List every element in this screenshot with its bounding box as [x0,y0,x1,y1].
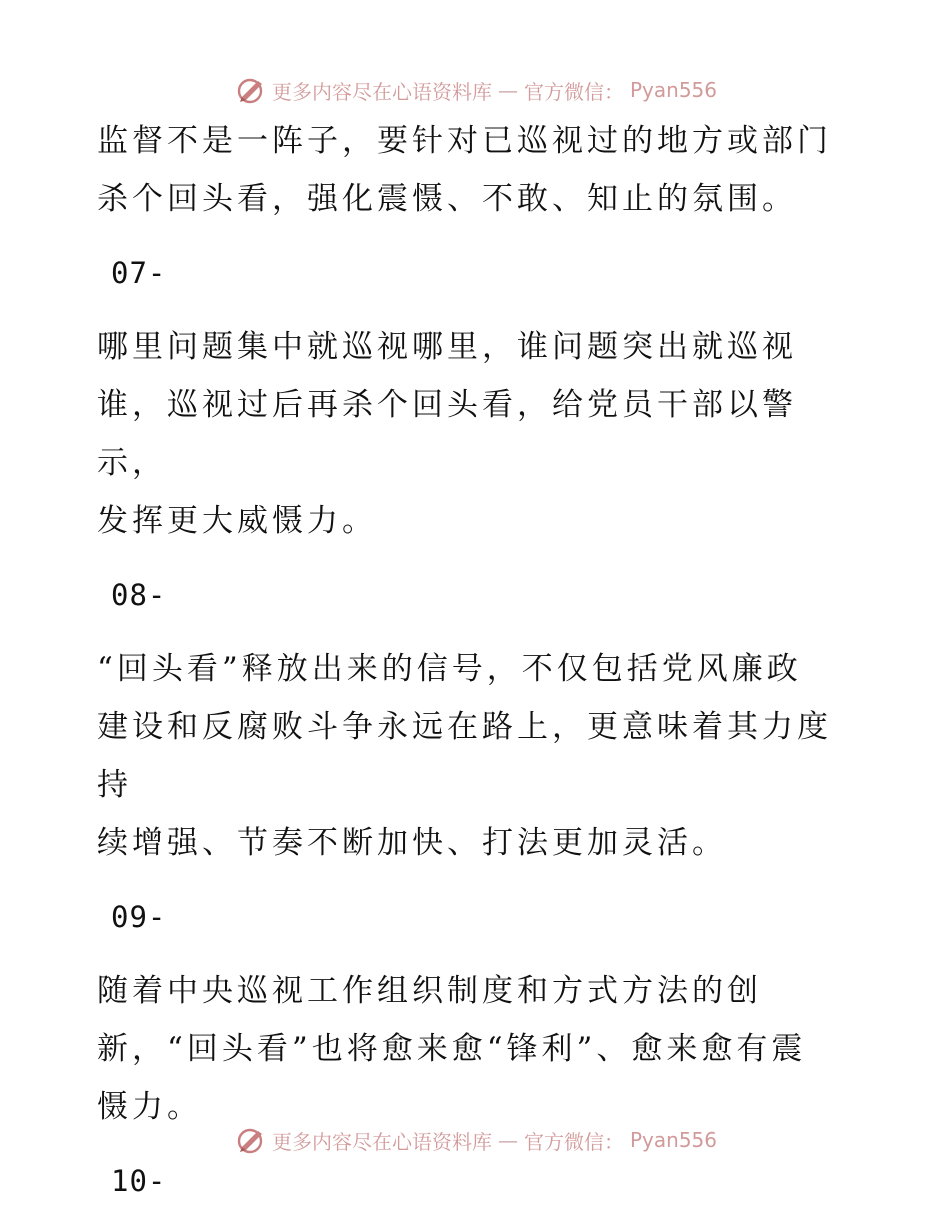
paragraph-3-line-3: 续增强、节奏不断加快、打法更加灵活。 [97,825,727,861]
paragraph-3-line-2: 建设和反腐败斗争永远在路上，更意味着其力度持 [97,709,832,803]
pen-circle-icon [236,75,266,105]
paragraph-1-line-2: 杀个回头看，强化震慑、不敢、知止的氛围。 [97,181,797,217]
section-number-07: 07- [111,256,167,290]
paragraph-4 [97,962,857,1136]
paragraph-2-line-3: 发挥更大威慑力。 [97,503,377,539]
paragraph-4-line-2: 新，“回头看”也将愈来愈“锋利”、愈来愈有震 [97,1031,807,1067]
paragraph-2-line-2: 谁，巡视过后再杀个回头看，给党员干部以警示， [97,387,797,481]
paragraph-2 [97,318,857,550]
paragraph-3-line-1: “回头看”释放出来的信号，不仅包括党风廉政 [97,651,802,687]
watermark-wechat-id: Pyan556 [630,78,718,102]
paragraph-1-line-1: 监督不是一阵子，要针对已巡视过的地方或部门 [97,123,832,159]
section-number-08: 08- [111,578,167,612]
paragraph-4-line-3: 慑力。 [97,1089,202,1125]
section-number-09: 09- [111,900,167,934]
pen-circle-icon [236,1125,266,1155]
watermark-wechat-label: 官方微信： [524,1129,624,1154]
watermark-main-text: 更多内容尽在心语资料库 [272,79,492,104]
paragraph-2-line-1: 哪里问题集中就巡视哪里，谁问题突出就巡视 [97,329,797,365]
watermark-separator: — [498,78,518,102]
paragraph-3 [97,640,857,872]
document-body [97,112,857,1210]
watermark-wechat-label: 官方微信： [524,79,624,104]
watermark-footer [236,1122,717,1158]
paragraph-1 [97,112,857,228]
section-number-10: 10- [111,1164,167,1198]
watermark-wechat-id: Pyan556 [630,1128,718,1152]
watermark-header [236,72,717,108]
watermark-separator: — [498,1128,518,1152]
watermark-main-text: 更多内容尽在心语资料库 [272,1129,492,1154]
paragraph-4-line-1: 随着中央巡视工作组织制度和方式方法的创 [97,973,762,1009]
